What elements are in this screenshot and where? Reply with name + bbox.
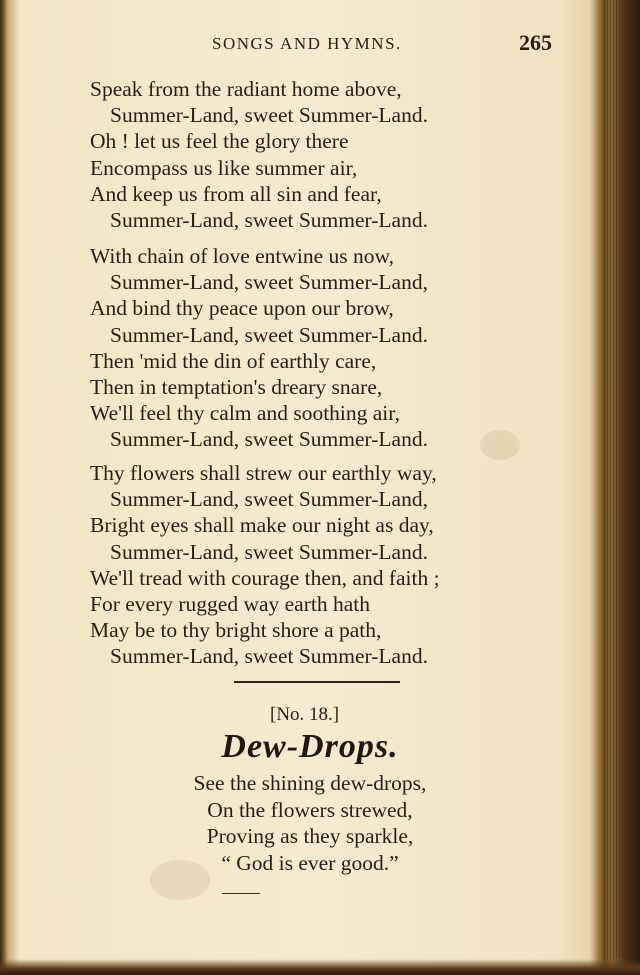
running-header: SONGS AND HYMNS.	[212, 34, 402, 53]
verse-line: May be to thy bright shore a path,	[90, 618, 382, 643]
verse-line: Thy flowers shall strew our earthly way,	[90, 461, 437, 485]
stanza-2	[90, 243, 428, 453]
stanza-3	[90, 460, 440, 670]
section-divider	[234, 681, 400, 683]
verse-line: Oh ! let us feel the glory there	[90, 129, 349, 154]
verse-line: And bind thy peace upon our brow,	[90, 296, 394, 321]
verse-line: Proving as they sparkle,	[206, 824, 414, 848]
paper-stain	[480, 430, 520, 460]
verse-line: See the shining dew-drops,	[193, 771, 427, 795]
verse-line: We'll tread with courage then, and faith ;	[90, 565, 440, 590]
hymn-title: Dew-Drops.	[221, 728, 399, 765]
verse-line: On the flowers strewed,	[207, 797, 413, 822]
verse-line: Encompass us like summer air,	[90, 155, 358, 180]
verse-line: We'll feel thy calm and soothing air,	[90, 401, 400, 426]
verse-line: Summer-Land, sweet Summer-Land.	[110, 103, 428, 128]
verse-line: Summer-Land, sweet Summer-Land,	[110, 270, 428, 295]
verse-line: With chain of love entwine us now,	[90, 244, 395, 268]
hymn-number: [No. 18.]	[270, 704, 340, 725]
verse-line: Then in temptation's dreary snare,	[90, 375, 383, 400]
verse-line: Bright eyes shall make our night as day,	[90, 513, 434, 538]
verse-line: Summer-Land, sweet Summer-Land.	[110, 208, 428, 233]
page-number: 265	[519, 30, 552, 55]
verse-line: “ God is ever good.”	[221, 850, 399, 875]
verse-line: Then 'mid the din of earthly care,	[90, 348, 377, 373]
verse-line: And keep us from all sin and fear,	[90, 181, 382, 206]
verse-line: Speak from the radiant home above,	[90, 77, 402, 101]
stanza-1	[90, 76, 428, 233]
verse-line: Summer-Land, sweet Summer-Land.	[110, 427, 428, 452]
end-rule	[222, 893, 260, 894]
verse-line: For every rugged way earth hath	[90, 592, 370, 617]
verse-line: Summer-Land, sweet Summer-Land.	[110, 539, 428, 564]
verse-line: Summer-Land, sweet Summer-Land.	[110, 644, 428, 669]
verse-line: Summer-Land, sweet Summer-Land.	[110, 322, 428, 347]
hymn-verse	[0, 770, 620, 876]
verse-line: Summer-Land, sweet Summer-Land,	[110, 487, 428, 512]
